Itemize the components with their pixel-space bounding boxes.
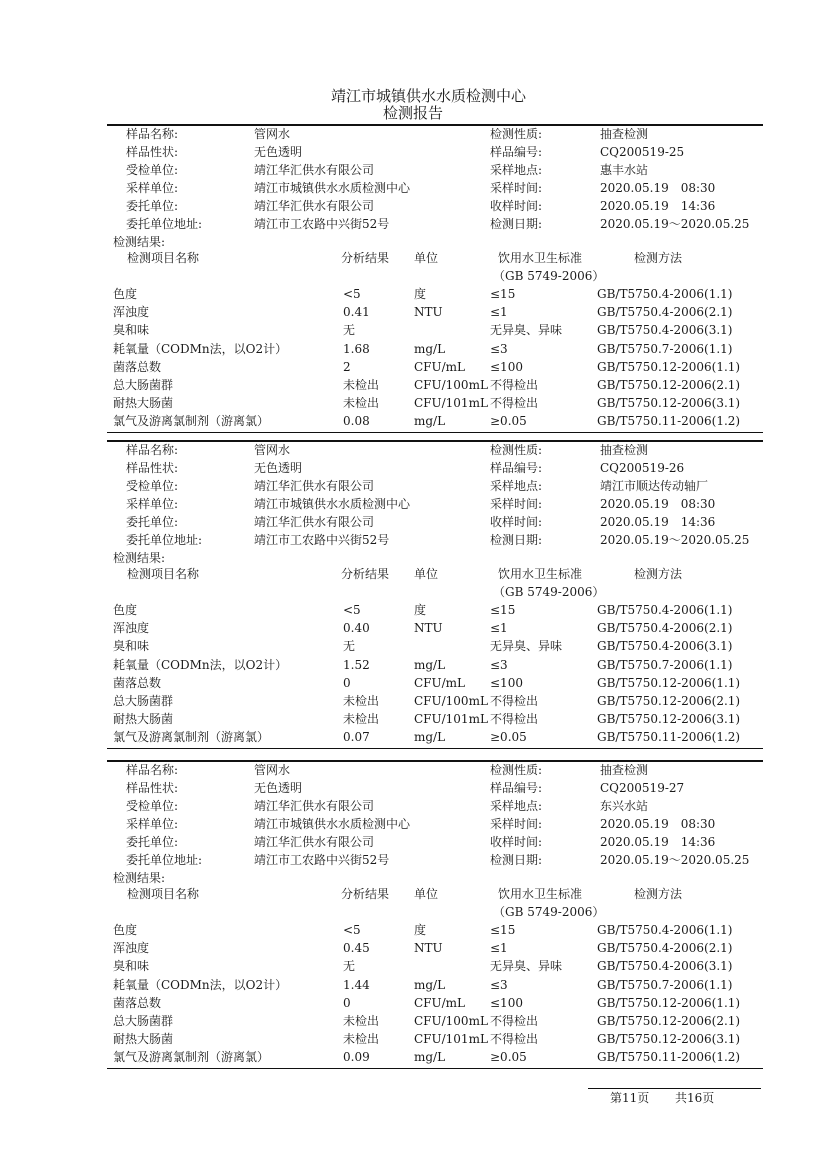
table-cell-result: 0.45: [343, 941, 370, 956]
table-cell-item: 耗氧量（CODMn法，以O2计）: [113, 341, 288, 356]
meta-label: 采样时间:: [490, 817, 543, 831]
meta-value: 靖江华汇供水有限公司: [254, 515, 375, 529]
table-cell-result: 0.40: [343, 621, 370, 636]
meta-value: 管网水: [254, 763, 291, 777]
table-cell-result: 未检出: [343, 1032, 380, 1047]
table-cell-item: 臭和味: [113, 639, 150, 654]
table-cell-method: GB/T5750.4-2006(3.1): [597, 323, 733, 338]
table-cell-method: GB/T5750.12-2006(3.1): [597, 396, 741, 411]
table-cell-unit: CFU/101mL: [414, 1032, 488, 1047]
meta-value: 靖江华汇供水有限公司: [254, 199, 375, 213]
table-cell-method: GB/T5750.4-2006(1.1): [597, 287, 733, 301]
table-cell-std: ≥0.05: [490, 414, 527, 429]
meta-label: 采样单位:: [126, 817, 179, 831]
table-cell-result: 未检出: [343, 396, 380, 411]
table-cell-unit: mg/L: [414, 414, 446, 429]
col-header-unit: 单位: [414, 251, 439, 265]
meta-value: 靖江市城镇供水水质检测中心: [254, 181, 411, 195]
col-header-item: 检测项目名称: [127, 887, 200, 901]
table-cell-unit: NTU: [414, 941, 443, 956]
table-cell-item: 耐热大肠菌: [113, 396, 174, 411]
table-cell-std: ≤1: [490, 941, 508, 956]
table-cell-unit: NTU: [414, 621, 443, 636]
meta-value: 靖江市城镇供水水质检测中心: [254, 817, 411, 831]
meta-value: 无色透明: [254, 145, 303, 159]
section-rule: [107, 440, 763, 442]
page-number: 第11页: [610, 1091, 650, 1105]
col-header-std: 饮用水卫生标准: [498, 567, 583, 581]
table-cell-std: ≤15: [490, 923, 516, 937]
table-cell-item: 耐热大肠菌: [113, 712, 174, 727]
table-cell-std: ≤1: [490, 621, 508, 636]
col-header-std-code: （GB 5749-2006）: [493, 905, 605, 919]
table-cell-method: GB/T5750.12-2006(2.1): [597, 378, 741, 392]
section-rule: [107, 124, 763, 126]
meta-value: 靖江华汇供水有限公司: [254, 163, 375, 177]
col-header-unit: 单位: [414, 887, 439, 901]
col-header-method: 检测方法: [634, 887, 683, 901]
table-cell-method: GB/T5750.4-2006(3.1): [597, 959, 733, 974]
meta-label: 委托单位:: [126, 199, 179, 213]
table-cell-std: 不得检出: [490, 1014, 539, 1028]
col-header-result: 分析结果: [341, 567, 390, 581]
results-heading: 检测结果:: [113, 551, 166, 565]
meta-value: 2020.05.19 08:30: [600, 497, 716, 511]
table-cell-item: 总大肠菌群: [113, 694, 174, 708]
meta-label: 采样地点:: [490, 479, 543, 493]
table-cell-item: 氯气及游离氯制剂（游离氯）: [113, 1050, 270, 1065]
table-cell-unit: CFU/100mL: [414, 378, 488, 392]
table-cell-result: 1.44: [343, 977, 370, 992]
table-cell-method: GB/T5750.7-2006(1.1): [597, 341, 733, 356]
table-bottom-rule: [107, 1068, 763, 1069]
table-cell-unit: CFU/100mL: [414, 1014, 488, 1028]
col-header-result: 分析结果: [341, 887, 390, 901]
table-cell-item: 浑浊度: [113, 305, 150, 320]
meta-label: 检测日期:: [490, 533, 543, 547]
table-cell-result: 未检出: [343, 712, 380, 727]
results-heading: 检测结果:: [113, 871, 166, 885]
table-cell-std: 无异臭、异味: [490, 323, 563, 338]
col-header-std: 饮用水卫生标准: [498, 887, 583, 901]
meta-value: 2020.05.19 08:30: [600, 181, 716, 195]
table-cell-std: 无异臭、异味: [490, 959, 563, 974]
table-cell-item: 总大肠菌群: [113, 1014, 174, 1028]
meta-label: 样品名称:: [126, 443, 179, 457]
meta-label: 收样时间:: [490, 199, 543, 213]
meta-value: 靖江市城镇供水水质检测中心: [254, 497, 411, 511]
meta-label: 采样时间:: [490, 497, 543, 511]
table-cell-result: 0.41: [343, 305, 370, 320]
meta-label: 样品编号:: [490, 145, 543, 159]
table-cell-item: 色度: [113, 923, 138, 937]
table-cell-std: ≤1: [490, 305, 508, 320]
table-cell-result: 未检出: [343, 378, 380, 392]
col-header-unit: 单位: [414, 567, 439, 581]
table-cell-unit: 度: [414, 287, 427, 301]
table-cell-std: 无异臭、异味: [490, 639, 563, 654]
table-cell-method: GB/T5750.4-2006(1.1): [597, 923, 733, 937]
col-header-std: 饮用水卫生标准: [498, 251, 583, 265]
table-cell-result: 未检出: [343, 1014, 380, 1028]
table-cell-std: ≤3: [490, 657, 508, 672]
table-cell-method: GB/T5750.12-2006(1.1): [597, 675, 741, 690]
meta-label: 样品编号:: [490, 781, 543, 795]
table-cell-std: ≤15: [490, 287, 516, 301]
table-cell-item: 臭和味: [113, 323, 150, 338]
table-cell-method: GB/T5750.4-2006(2.1): [597, 305, 733, 320]
table-cell-result: <5: [343, 603, 361, 617]
meta-label: 受检单位:: [126, 163, 179, 177]
meta-label: 采样单位:: [126, 497, 179, 511]
meta-label: 收样时间:: [490, 515, 543, 529]
table-cell-item: 菌落总数: [113, 675, 162, 690]
meta-value: 靖江市顺达传动轴厂: [600, 479, 709, 493]
meta-value: 2020.05.19～2020.05.25: [600, 853, 750, 867]
footer-rule: [588, 1088, 761, 1089]
table-cell-item: 菌落总数: [113, 995, 162, 1010]
meta-label: 采样地点:: [490, 163, 543, 177]
table-cell-unit: mg/L: [414, 657, 446, 672]
meta-value: 靖江华汇供水有限公司: [254, 799, 375, 813]
meta-label: 检测日期:: [490, 217, 543, 231]
col-header-std-code: （GB 5749-2006）: [493, 585, 605, 599]
table-cell-result: <5: [343, 923, 361, 937]
table-cell-method: GB/T5750.11-2006(1.2): [597, 1050, 741, 1065]
meta-label: 委托单位:: [126, 835, 179, 849]
table-bottom-rule: [107, 432, 763, 433]
table-cell-item: 臭和味: [113, 959, 150, 974]
table-cell-method: GB/T5750.4-2006(2.1): [597, 941, 733, 956]
meta-value: 2020.05.19 08:30: [600, 817, 716, 831]
table-cell-unit: NTU: [414, 305, 443, 320]
meta-label: 委托单位地址:: [126, 533, 203, 547]
table-cell-std: ≤100: [490, 995, 523, 1010]
table-cell-unit: 度: [414, 923, 427, 937]
meta-value: 东兴水站: [600, 799, 649, 813]
table-cell-result: 0.09: [343, 1050, 370, 1065]
meta-label: 采样时间:: [490, 181, 543, 195]
meta-label: 样品性状:: [126, 781, 179, 795]
table-cell-result: 0: [343, 995, 351, 1010]
meta-value: 2020.05.19～2020.05.25: [600, 533, 750, 547]
table-cell-std: ≤3: [490, 341, 508, 356]
col-header-result: 分析结果: [341, 251, 390, 265]
table-cell-item: 菌落总数: [113, 359, 162, 374]
table-cell-result: 1.68: [343, 341, 370, 356]
section-rule: [107, 760, 763, 762]
meta-label: 检测日期:: [490, 853, 543, 867]
table-cell-std: 不得检出: [490, 1032, 539, 1047]
col-header-item: 检测项目名称: [127, 251, 200, 265]
meta-label: 检测性质:: [490, 443, 543, 457]
table-cell-result: 无: [343, 323, 356, 338]
table-cell-result: 未检出: [343, 694, 380, 708]
table-cell-std: ≤15: [490, 603, 516, 617]
meta-value: CQ200519-25: [600, 145, 685, 159]
table-cell-item: 色度: [113, 603, 138, 617]
table-cell-result: 0: [343, 675, 351, 690]
report-title: 检测报告: [383, 104, 444, 122]
meta-value: 2020.05.19 14:36: [600, 515, 716, 529]
table-cell-unit: CFU/mL: [414, 675, 466, 690]
meta-value: CQ200519-26: [600, 461, 685, 475]
table-cell-unit: CFU/100mL: [414, 694, 488, 708]
table-cell-std: 不得检出: [490, 396, 539, 411]
table-cell-method: GB/T5750.4-2006(3.1): [597, 639, 733, 654]
table-cell-method: GB/T5750.12-2006(3.1): [597, 712, 741, 727]
table-cell-method: GB/T5750.12-2006(1.1): [597, 995, 741, 1010]
meta-value: 靖江华汇供水有限公司: [254, 835, 375, 849]
table-cell-unit: mg/L: [414, 730, 446, 745]
table-cell-item: 耐热大肠菌: [113, 1032, 174, 1047]
meta-value: 靖江市工农路中兴街52号: [254, 853, 390, 867]
col-header-std-code: （GB 5749-2006）: [493, 269, 605, 283]
table-cell-std: ≤3: [490, 977, 508, 992]
table-cell-item: 浑浊度: [113, 941, 150, 956]
table-cell-method: GB/T5750.11-2006(1.2): [597, 730, 741, 745]
table-cell-result: 无: [343, 639, 356, 654]
table-cell-item: 耗氧量（CODMn法，以O2计）: [113, 657, 288, 672]
col-header-item: 检测项目名称: [127, 567, 200, 581]
meta-label: 委托单位:: [126, 515, 179, 529]
table-cell-method: GB/T5750.7-2006(1.1): [597, 657, 733, 672]
table-cell-unit: CFU/101mL: [414, 396, 488, 411]
table-cell-item: 浑浊度: [113, 621, 150, 636]
table-cell-unit: mg/L: [414, 341, 446, 356]
meta-value: 靖江华汇供水有限公司: [254, 479, 375, 493]
meta-label: 受检单位:: [126, 799, 179, 813]
table-cell-unit: CFU/mL: [414, 995, 466, 1010]
col-header-method: 检测方法: [634, 567, 683, 581]
meta-label: 样品编号:: [490, 461, 543, 475]
table-cell-method: GB/T5750.12-2006(2.1): [597, 1014, 741, 1028]
meta-value: CQ200519-27: [600, 781, 685, 795]
meta-value: 无色透明: [254, 461, 303, 475]
meta-label: 检测性质:: [490, 127, 543, 141]
meta-value: 无色透明: [254, 781, 303, 795]
report-org-title: 靖江市城镇供水水质检测中心: [331, 87, 527, 105]
meta-value: 2020.05.19～2020.05.25: [600, 217, 750, 231]
table-cell-unit: CFU/101mL: [414, 712, 488, 727]
table-cell-result: <5: [343, 287, 361, 301]
meta-label: 样品性状:: [126, 145, 179, 159]
table-cell-unit: mg/L: [414, 977, 446, 992]
meta-value: 靖江市工农路中兴街52号: [254, 533, 390, 547]
meta-value: 管网水: [254, 127, 291, 141]
table-bottom-rule: [107, 748, 763, 749]
meta-value: 抽查检测: [600, 763, 649, 777]
table-cell-method: GB/T5750.7-2006(1.1): [597, 977, 733, 992]
table-cell-result: 无: [343, 959, 356, 974]
table-cell-item: 耗氧量（CODMn法，以O2计）: [113, 977, 288, 992]
table-cell-std: 不得检出: [490, 712, 539, 727]
meta-value: 2020.05.19 14:36: [600, 835, 716, 849]
table-cell-result: 2: [343, 359, 351, 374]
table-cell-unit: 度: [414, 603, 427, 617]
table-cell-result: 0.08: [343, 414, 370, 429]
col-header-method: 检测方法: [634, 251, 683, 265]
table-cell-unit: mg/L: [414, 1050, 446, 1065]
results-heading: 检测结果:: [113, 235, 166, 249]
table-cell-method: GB/T5750.12-2006(2.1): [597, 694, 741, 708]
table-cell-std: ≥0.05: [490, 730, 527, 745]
table-cell-item: 氯气及游离氯制剂（游离氯）: [113, 730, 270, 745]
table-cell-std: 不得检出: [490, 378, 539, 392]
table-cell-method: GB/T5750.4-2006(1.1): [597, 603, 733, 617]
meta-label: 检测性质:: [490, 763, 543, 777]
meta-label: 样品性状:: [126, 461, 179, 475]
table-cell-item: 色度: [113, 287, 138, 301]
table-cell-method: GB/T5750.12-2006(3.1): [597, 1032, 741, 1047]
table-cell-result: 0.07: [343, 730, 370, 745]
table-cell-std: ≤100: [490, 359, 523, 374]
table-cell-method: GB/T5750.12-2006(1.1): [597, 359, 741, 374]
table-cell-std: ≤100: [490, 675, 523, 690]
meta-label: 委托单位地址:: [126, 853, 203, 867]
table-cell-result: 1.52: [343, 657, 370, 672]
meta-label: 受检单位:: [126, 479, 179, 493]
table-cell-unit: CFU/mL: [414, 359, 466, 374]
page-total: 共16页: [675, 1091, 715, 1105]
meta-label: 样品名称:: [126, 127, 179, 141]
table-cell-item: 总大肠菌群: [113, 378, 174, 392]
meta-value: 管网水: [254, 443, 291, 457]
table-cell-item: 氯气及游离氯制剂（游离氯）: [113, 414, 270, 429]
meta-value: 靖江市工农路中兴街52号: [254, 217, 390, 231]
meta-label: 委托单位地址:: [126, 217, 203, 231]
meta-label: 采样地点:: [490, 799, 543, 813]
meta-label: 收样时间:: [490, 835, 543, 849]
meta-label: 采样单位:: [126, 181, 179, 195]
table-cell-method: GB/T5750.4-2006(2.1): [597, 621, 733, 636]
meta-value: 抽查检测: [600, 127, 649, 141]
meta-value: 惠丰水站: [600, 163, 649, 177]
meta-value: 抽查检测: [600, 443, 649, 457]
meta-value: 2020.05.19 14:36: [600, 199, 716, 213]
table-cell-std: ≥0.05: [490, 1050, 527, 1065]
table-cell-std: 不得检出: [490, 694, 539, 708]
meta-label: 样品名称:: [126, 763, 179, 777]
table-cell-method: GB/T5750.11-2006(1.2): [597, 414, 741, 429]
